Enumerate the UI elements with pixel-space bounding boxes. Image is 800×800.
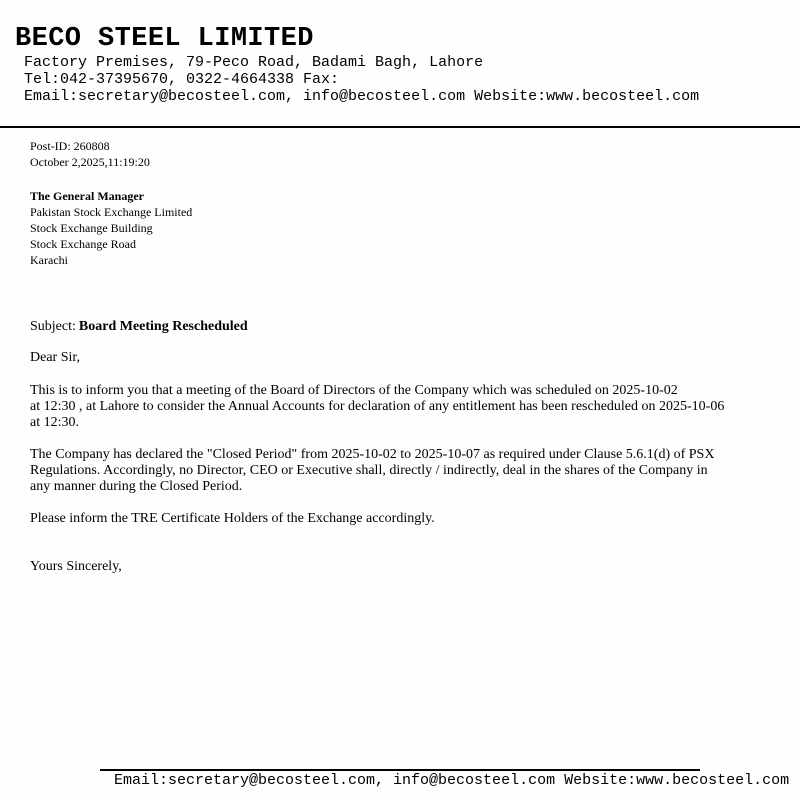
paragraph-line: any manner during the Closed Period. xyxy=(30,479,243,494)
closing: Yours Sincerely, xyxy=(30,559,122,574)
paragraph-meeting-notice xyxy=(30,383,724,431)
recipient-address-line: Karachi xyxy=(30,253,68,267)
header-divider xyxy=(0,126,800,128)
post-date: October 2,2025,11:19:20 xyxy=(30,155,150,169)
paragraph-request xyxy=(30,511,435,527)
letterhead xyxy=(0,0,800,129)
paragraph-line: Regulations. Accordingly, no Director, CEO or Executive shall, directly / indirectly, deal in the shares of the Company in xyxy=(30,463,708,478)
subject-label: Subject: xyxy=(30,319,76,334)
company-phone-fax: Tel:042-37395670, 0322-4664338 Fax: xyxy=(24,71,340,88)
company-address: Factory Premises, 79-Peco Road, Badami Bagh, Lahore xyxy=(24,54,484,71)
recipient-address-line: Stock Exchange Road xyxy=(30,237,136,251)
paragraph-line: at 12:30. xyxy=(30,415,79,430)
paragraph-closed-period xyxy=(30,447,714,495)
recipient-address-line: Stock Exchange Building xyxy=(30,221,153,235)
salutation: Dear Sir, xyxy=(30,350,80,365)
paragraph-line: This is to inform you that a meeting of the Board of Directors of the Company which was scheduled on 2025-10-02 xyxy=(30,383,678,398)
paragraph-line: The Company has declared the "Closed Period" from 2025-10-02 to 2025-10-07 as required under Clause 5.6.1(d) of PSX xyxy=(30,447,715,462)
footer-email-website: Email:secretary@becosteel.com, info@becosteel.com Website:www.becosteel.com xyxy=(114,772,790,789)
footer-divider xyxy=(100,769,700,771)
company-name: BECO STEEL LIMITED xyxy=(15,24,314,54)
recipient-address-line: Pakistan Stock Exchange Limited xyxy=(30,205,193,219)
paragraph-line: Please inform the TRE Certificate Holders of the Exchange accordingly. xyxy=(30,511,435,526)
recipient-title: The General Manager xyxy=(30,189,144,203)
company-email-website: Email:secretary@becosteel.com, info@becosteel.com Website:www.becosteel.com xyxy=(24,88,700,105)
paragraph-line: at 12:30 , at Lahore to consider the Annual Accounts for declaration of any entitlement has been rescheduled on 2025-10-06 xyxy=(30,399,725,414)
subject-line xyxy=(30,318,248,336)
subject-text: Board Meeting Rescheduled xyxy=(78,319,248,334)
post-id: Post-ID: 260808 xyxy=(30,139,110,153)
